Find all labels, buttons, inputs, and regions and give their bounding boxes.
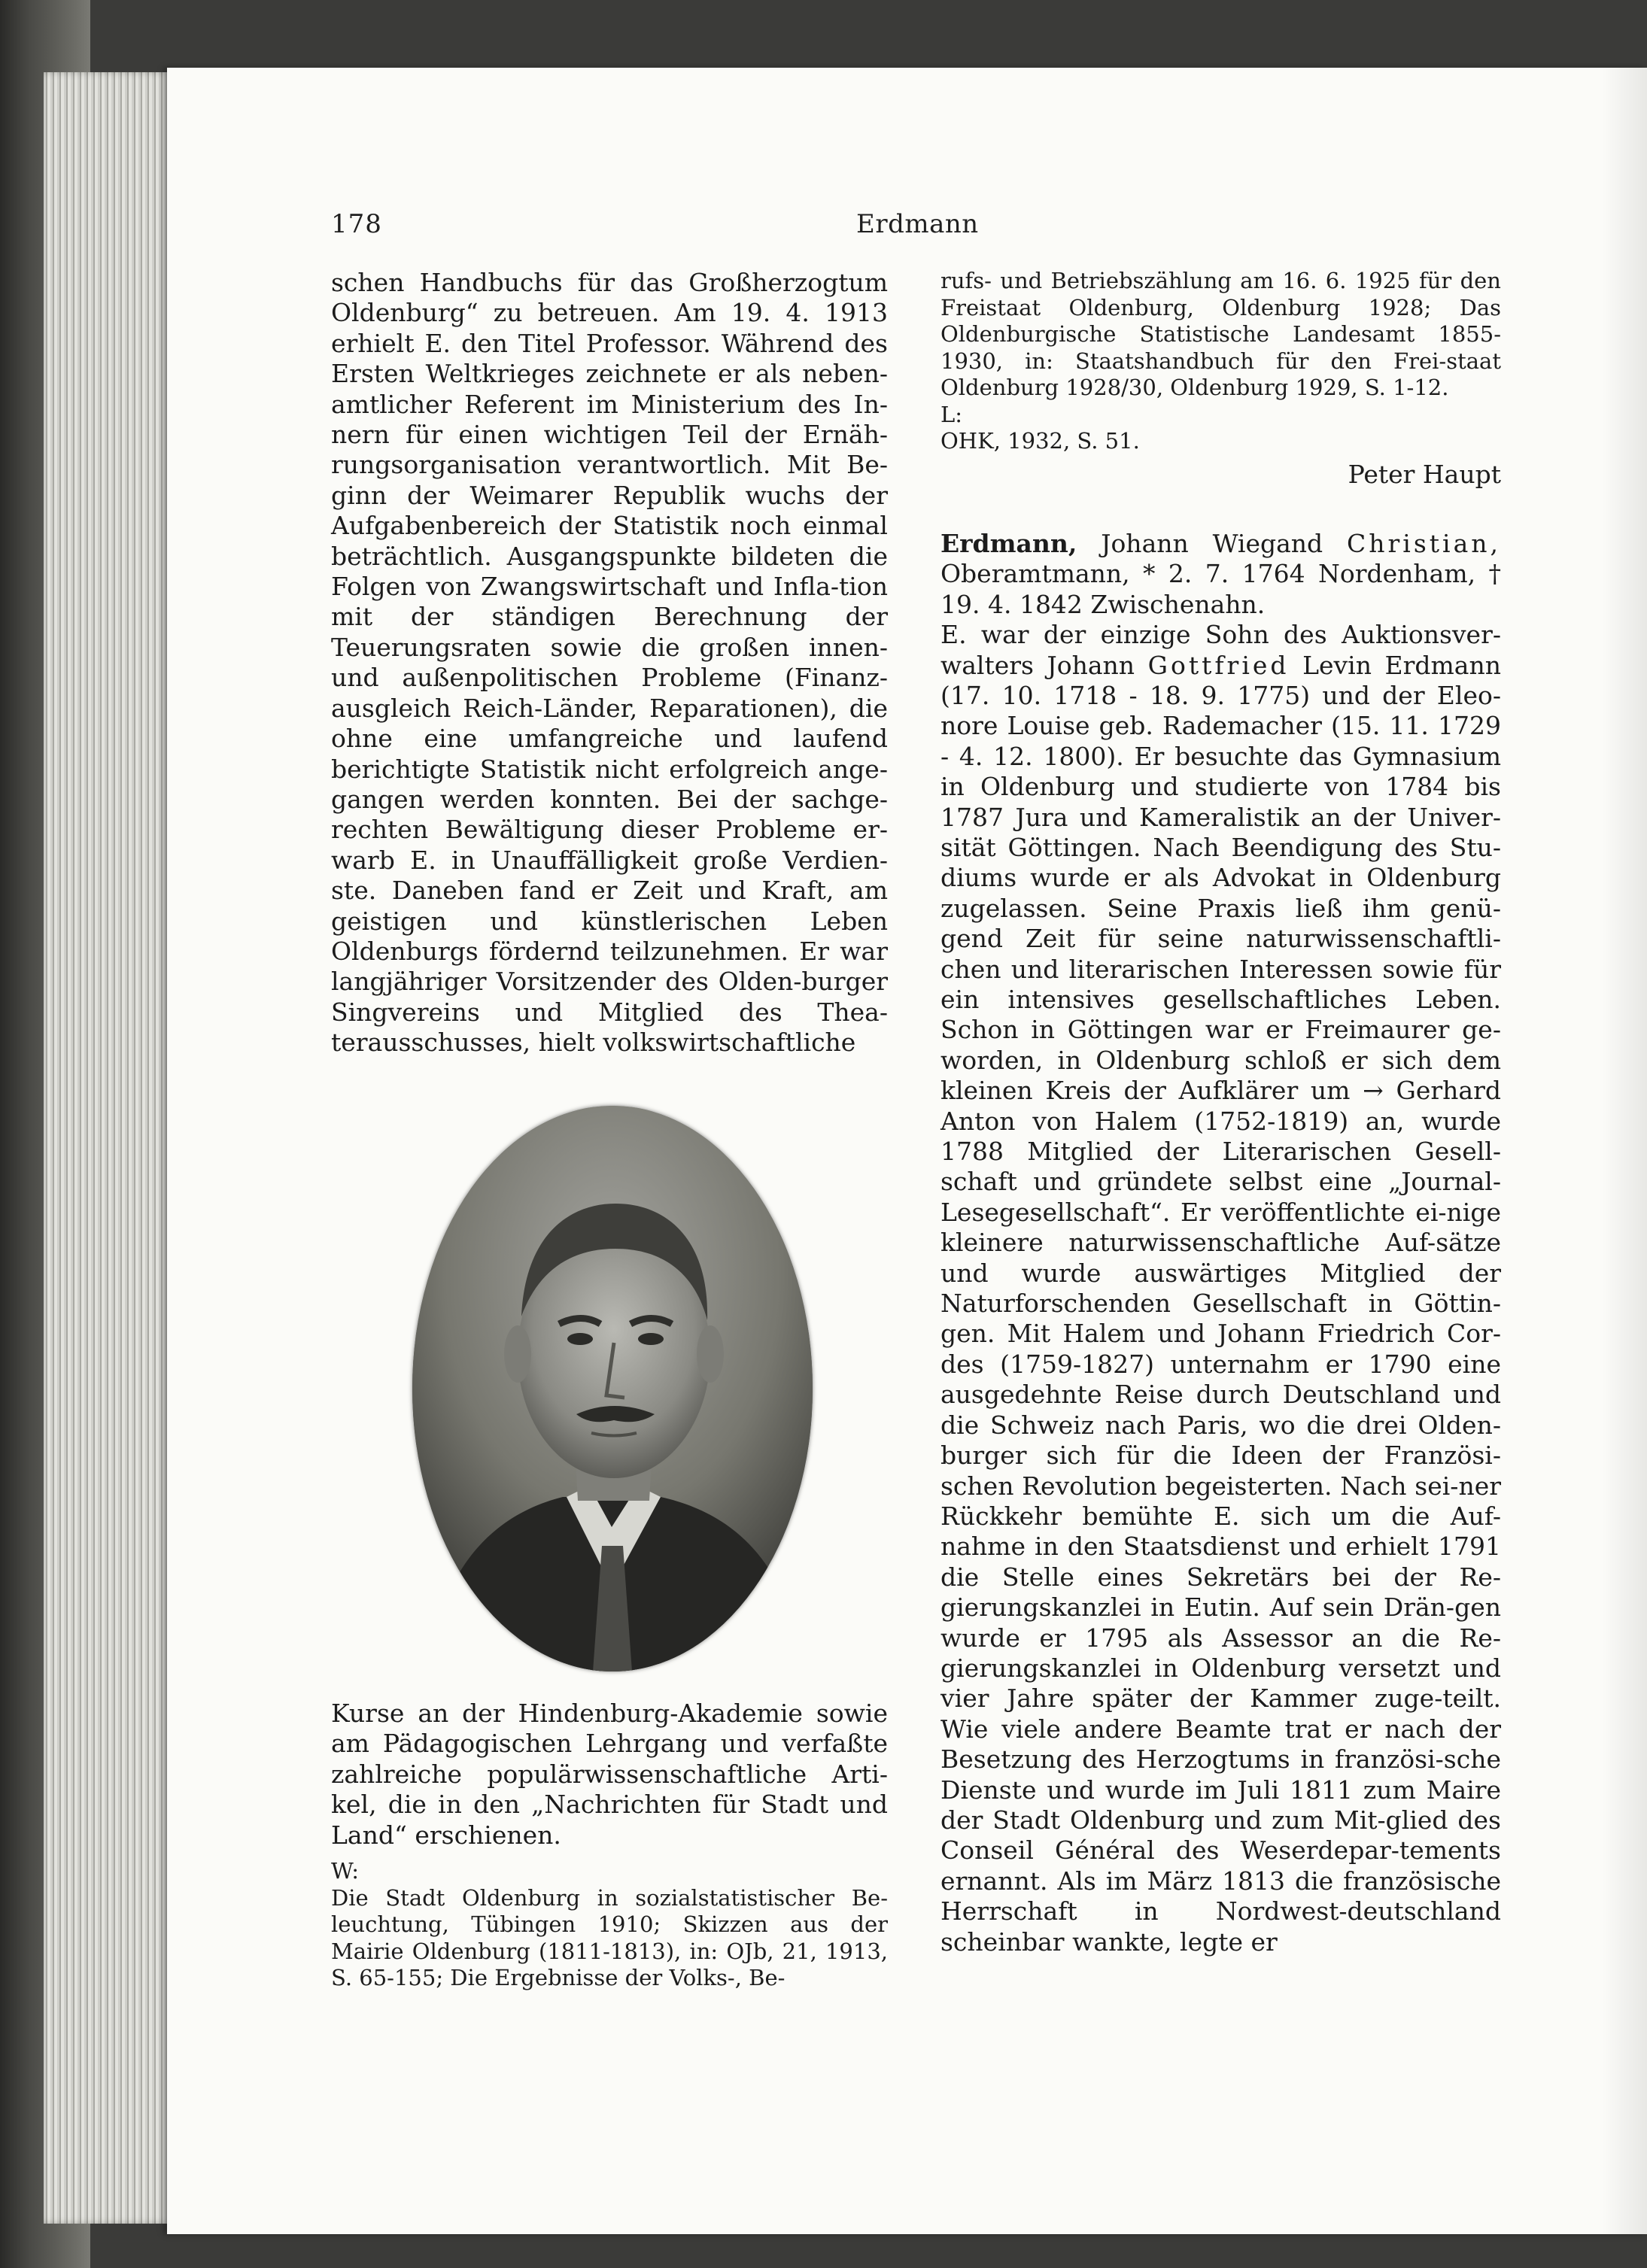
entry-body-spaced-name: Gottfried <box>1147 650 1290 680</box>
right-column <box>940 268 1501 1957</box>
paragraph: schen Handbuchs für das Großherzogtum Oldenburg“ zu betreuen. Am 19. 4. 1913 erhielt E. den Titel Professor. Während des Ersten Weltkrieges zeichnete er als neben-amtlicher Referent im Ministerium des In-nern für einen wichtigen Teil der Ernäh-rungsorganisation verantwortlich. Mit Be-ginn der Weimarer Republik wuchs der Aufgabenbereich der Statistik noch einmal beträchtlich. Ausgangspunkte bildeten die Folgen von Zwangswirtschaft und Infla-tion mit der ständigen Berechnung der Teuerungsraten sowie die großen innen- und außenpolitischen Probleme (Finanz-ausgleich Reich-Länder, Reparationen), die ohne eine umfangreiche und laufend berichtigte Statistik nicht erfolgreich ange-gangen werden konnten. Bei der sachge-rechten Bewältigung dieser Probleme er-warb E. in Unauffälligkeit große Verdien-ste. Daneben fand er Zeit und Kraft, am geistigen und künstlerischen Leben Oldenburgs fördernd teilzunehmen. Er war langjähriger Vorsitzender des Olden-burger Singvereins und Mitglied des Thea-terausschusses, hielt volkswirtschaftliche <box>331 268 888 1058</box>
entry-body-rest: Levin Erdmann (17. 10. 1718 - 18. 9. 1775) und der Eleo-nore Louise geb. Rademacher (15. 11. 1729 - 4. 12. 1800). Er besuchte das Gymnasium in Oldenburg und studierte von 1784 bis 1787 Jura und Kameralistik an der Univer-sität Göttingen. Nach Beendigung des Stu-diums wurde er als Advokat in Oldenburg zugelassen. Seine Praxis ließ ihm genü-gend Zeit für seine naturwissenschaftli-chen und literarischen Interessen sowie für ein intensives gesellschaftliches Leben. Schon in Göttingen war er Freimaurer ge-worden, in Oldenburg schloß er sich dem kleinen Kreis der Aufklärer um → Gerhard Anton von Halem (1752-1819) an, wurde 1788 Mitglied der Literarischen Gesell-schaft und gründete selbst eine „Journal-Lesegesellschaft“. Er veröffentlichte ei-nige kleinere naturwissenschaftliche Auf-sätze und wurde auswärtiges Mitglied der Naturforschenden Gesellschaft in Göttin-gen. Mit Halem und Johann Friedrich Cor-des (1759-1827) unternahm er 1790 eine ausgedehnte Reise durch Deutschland und die Schweiz nach Paris, wo die drei Olden-burger sich für die Ideen der Französi-schen Revolution begeisterten. Nach sei-ner Rückkehr bemühte E. sich um die Auf-nahme in den Staatsdienst und erhielt 1791 die Stelle eines Sekretärs bei der Re-gierungskanzlei in Eutin. Auf sein Drän-gen wurde er 1795 als Assessor an die Re-gierungskanzlei in Oldenburg versetzt und vier Jahre später der Kammer zuge-teilt. Wie viele andere Beamte trat er nach der Besetzung des Herzogtums in französi-sche Dienste und wurde im Juli 1811 zum Maire der Stadt Oldenburg und zum Mit-glied des Conseil Général des Weserdepar-tements ernannt. Als im März 1813 die französische Herrschaft in Nordwest-deutschland scheinbar wankte, legte er <box>940 650 1501 1957</box>
entry-heading <box>940 529 1501 620</box>
works-label: W: <box>331 1858 360 1884</box>
left-column-bottom <box>331 1699 888 1992</box>
works-list: Die Stadt Oldenburg in sozialstatistischer Be-leuchtung, Tübingen 1910; Skizzen aus der Mairie Oldenburg (1811-1813), in: OJb, 21, 1913, S. 65-155; Die Ergebnisse der Volks-, Be- <box>331 1884 888 1991</box>
entry-given-names: Johann Wiegand <box>1077 528 1347 558</box>
running-head: Erdmann <box>856 209 979 239</box>
entry-surname: Erdmann, <box>940 528 1077 558</box>
page-stack-edges <box>44 72 172 2224</box>
literature-list: OHK, 1932, S. 51. <box>940 428 1140 454</box>
author-signature: Peter Haupt <box>1348 459 1501 489</box>
works-list-continued: rufs- und Betriebszählung am 16. 6. 1925 für den Freistaat Oldenburg, Oldenburg 1928; Das Oldenburgische Statistische Landesamt 1855-1930, in: Staatshandbuch für den Frei-staat Oldenburg 1928/30, Oldenburg 1929, S. 1-12. <box>940 268 1501 400</box>
portrait-photo <box>412 1106 813 1671</box>
page-gutter-shadow <box>1602 68 1647 2234</box>
entry-body <box>940 620 1501 1957</box>
page-number: 178 <box>331 209 382 239</box>
entry-given-name-spaced: Christian, <box>1347 528 1501 558</box>
entry-body-start: E. war der einzige Sohn des Auktionsver-walters Johann <box>940 620 1501 680</box>
portrait-illustration <box>412 1106 813 1671</box>
paragraph: Kurse an der Hindenburg-Akademie sowie am Pädagogischen Lehrgang und verfaßte zahlreiche populärwissenschaftliche Arti-kel, die in den „Nachrichten für Stadt und Land“ erschienen. <box>331 1699 888 1850</box>
entry-dates: Oberamtmann, * 2. 7. 1764 Nordenham, † 19. 4. 1842 Zwischenahn. <box>940 559 1501 619</box>
left-column-top <box>331 268 888 1058</box>
literature-label: L: <box>940 401 963 427</box>
